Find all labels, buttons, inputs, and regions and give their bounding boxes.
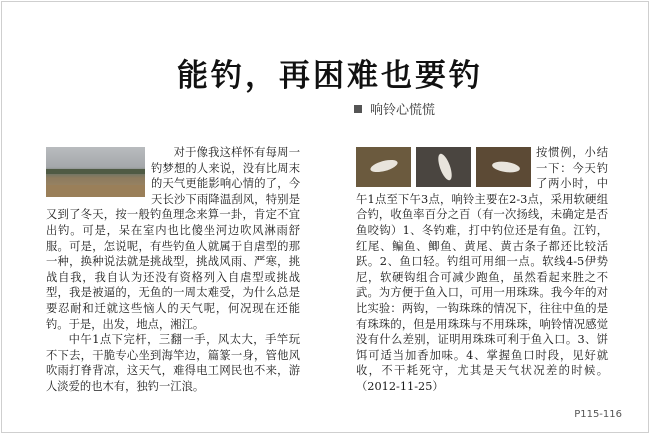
square-bullet-icon [354,105,362,113]
left-paragraph-1: 对于像我这样怀有每周一钓梦想的人来说，没有比周末的天气更能影响心情的了，今天长沙下雨降温刮风，特别是又到了冬天，按一般钓鱼理念来算一卦，肯定不宜出钓。可是，呆在室内也比傻坐河边吹风淋雨舒服。可是，怎说呢，有些钓鱼人就属于自虐型的那一种，换种说法就是挑战型，挑战风雨、严寒，挑战自我，我自认为还没有资格列入自虐型或挑战型，我是被逼的，无鱼的一周太难受，为什么总是要忍耐和迁就这些恼人的天气呢，何况现在还能钓。于是，出发，地点，湘江。 [46,146,300,331]
article-subtitle [354,99,435,118]
fish-photo-1 [356,147,411,187]
right-text-column [356,145,608,395]
page-number: P115-116 [574,409,622,420]
left-text-column [46,145,300,395]
article-title: 能钓，再困难也要钓 [177,58,483,94]
fish-photo-3 [476,147,531,187]
left-paragraph-2: 中午1点下完杆，三翻一手，风太大，手竿玩不下去，干脆专心坐到海竿边，篇篆一身，管他风吹雨打脊背凉，这天气，难得电工网民也不来，游人淡爱的也木有，独钓一江浪。 [46,333,300,393]
right-paragraph-1: 按惯例，小结一下：今天钓了两小时，中午1点至下午3点，响铃主要在2-3点，采用软硬组合钓，收鱼率百分之百（有一次扬线，未确定是否鱼咬钩）1、冬钓难，打中钓位还是有鱼。江钓，红尾、鳊鱼、鲫鱼、黄尾、黄古条子都还比较活跃。2、鱼口轻。钓组可用细一点。软线4-5伊势尼，软硬钩组合可减少跑鱼，虽然看起来胜之不武。为方便于鱼入口，可用一用珠珠。我今年的对比实验：两钩，一钩珠珠的情况下，往往中鱼的是有珠珠的，但是用珠珠与不用珠珠，响铃情况感觉没有什么差别，证明用珠珠可利于鱼入口。3、饼饵可适当加香加味。4、掌握鱼口时段，见好就收，不干耗死守，尤其是天气状况差的时候。（2012-11-25） [356,146,608,393]
lake-photo [46,147,145,197]
subtitle-text: 响铃心慌慌 [370,103,436,118]
fish-photo-2 [416,147,471,187]
